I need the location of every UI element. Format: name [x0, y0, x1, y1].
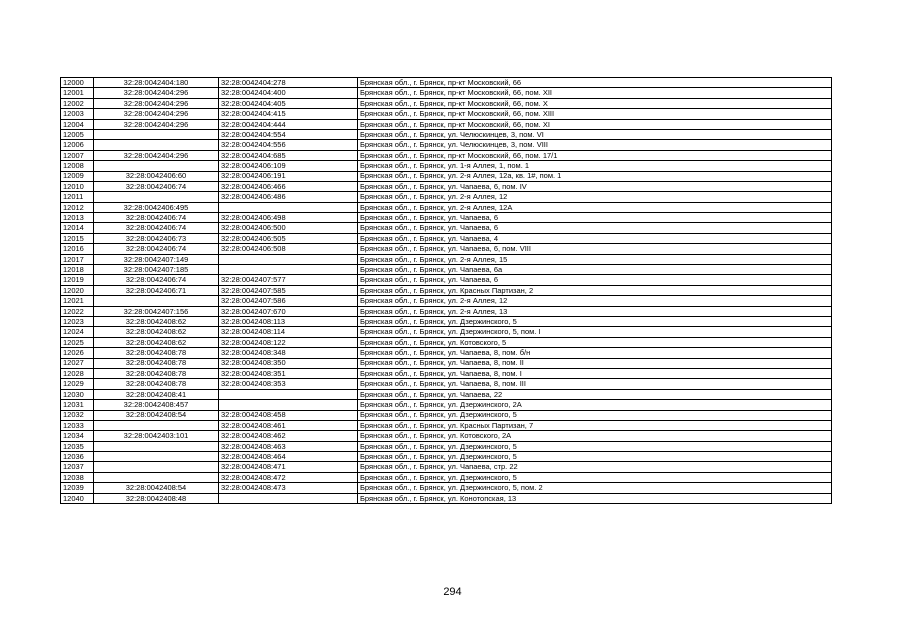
address-cell: Брянская обл., г. Брянск, ул. Чапаева, 6: [358, 223, 832, 233]
row-number-cell: 12021: [61, 296, 94, 306]
table-row: [61, 296, 832, 306]
cadastral-number-cell: 32:28:0042406:74: [94, 275, 219, 285]
row-number-cell: 12006: [61, 140, 94, 150]
address-cell: Брянская обл., г. Брянск, ул. Дзержинского, 5: [358, 441, 832, 451]
table-row: [61, 119, 832, 129]
object-cadastral-number-cell: 32:28:0042406:486: [219, 192, 358, 202]
table-row: [61, 441, 832, 451]
table-row: [61, 129, 832, 139]
cadastral-number-cell: [94, 472, 219, 482]
row-number-cell: 12035: [61, 441, 94, 451]
table-row: [61, 254, 832, 264]
address-cell: Брянская обл., г. Брянск, ул. 2-я Аллея, 12а, кв. 1#, пом. 1: [358, 171, 832, 181]
table-row: [61, 275, 832, 285]
cadastral-number-cell: 32:28:0042408:48: [94, 493, 219, 503]
cadastral-number-cell: 32:28:0042406:74: [94, 181, 219, 191]
row-number-cell: 12017: [61, 254, 94, 264]
row-number-cell: 12038: [61, 472, 94, 482]
cadastral-number-cell: [94, 296, 219, 306]
table-row: [61, 140, 832, 150]
object-cadastral-number-cell: [219, 400, 358, 410]
row-number-cell: 12004: [61, 119, 94, 129]
address-cell: Брянская обл., г. Брянск, ул. Челюскинцев, 3, пом. VI: [358, 129, 832, 139]
cadastral-number-cell: 32:28:0042408:78: [94, 348, 219, 358]
address-cell: Брянская обл., г. Брянск, ул. Чапаева, 22: [358, 389, 832, 399]
cadastral-number-cell: 32:28:0042408:78: [94, 379, 219, 389]
object-cadastral-number-cell: 32:28:0042408:463: [219, 441, 358, 451]
cadastral-number-cell: 32:28:0042406:495: [94, 202, 219, 212]
object-cadastral-number-cell: 32:28:0042408:461: [219, 420, 358, 430]
address-cell: Брянская обл., г. Брянск, ул. Котовского, 5: [358, 337, 832, 347]
object-cadastral-number-cell: [219, 254, 358, 264]
address-cell: Брянская обл., г. Брянск, пр-кт Московский, 66, пом. XI: [358, 119, 832, 129]
row-number-cell: 12034: [61, 431, 94, 441]
address-cell: Брянская обл., г. Брянск, ул. Дзержинского, 5: [358, 316, 832, 326]
row-number-cell: 12005: [61, 129, 94, 139]
table-row: [61, 161, 832, 171]
row-number-cell: 12032: [61, 410, 94, 420]
object-cadastral-number-cell: 32:28:0042408:113: [219, 316, 358, 326]
table-row: [61, 150, 832, 160]
address-cell: Брянская обл., г. Брянск, ул. Чапаева, 4: [358, 233, 832, 243]
object-cadastral-number-cell: 32:28:0042406:498: [219, 213, 358, 223]
object-cadastral-number-cell: 32:28:0042404:278: [219, 78, 358, 88]
address-cell: Брянская обл., г. Брянск, ул. Чапаева, 8, пом. III: [358, 379, 832, 389]
cadastral-number-cell: 32:28:0042408:78: [94, 368, 219, 378]
cadastral-number-cell: [94, 140, 219, 150]
cadastral-number-cell: 32:28:0042404:296: [94, 150, 219, 160]
cadastral-number-cell: 32:28:0042408:41: [94, 389, 219, 399]
address-cell: Брянская обл., г. Брянск, ул. Красных Партизан, 7: [358, 420, 832, 430]
table-row: [61, 431, 832, 441]
table-row: [61, 78, 832, 88]
cadastral-number-cell: [94, 192, 219, 202]
address-cell: Брянская обл., г. Брянск, пр-кт Московский, 66, пом. 17/1: [358, 150, 832, 160]
row-number-cell: 12000: [61, 78, 94, 88]
address-cell: Брянская обл., г. Брянск, ул. Чапаева, 6: [358, 275, 832, 285]
row-number-cell: 12007: [61, 150, 94, 160]
cadastral-number-cell: [94, 161, 219, 171]
object-cadastral-number-cell: 32:28:0042408:122: [219, 337, 358, 347]
cadastral-number-cell: [94, 462, 219, 472]
address-cell: Брянская обл., г. Брянск, ул. Чапаева, 6: [358, 213, 832, 223]
cadastral-number-cell: 32:28:0042407:149: [94, 254, 219, 264]
table-row: [61, 389, 832, 399]
address-cell: Брянская обл., г. Брянск, ул. 2-я Аллея, 15: [358, 254, 832, 264]
table-row: [61, 265, 832, 275]
object-cadastral-number-cell: [219, 389, 358, 399]
cadastral-number-cell: [94, 441, 219, 451]
row-number-cell: 12022: [61, 306, 94, 316]
table-row: [61, 452, 832, 462]
address-cell: Брянская обл., г. Брянск, ул. 1-я Аллея, 1, пом. 1: [358, 161, 832, 171]
address-cell: Брянская обл., г. Брянск, ул. Челюскинцев, 3, пом. VIII: [358, 140, 832, 150]
address-cell: Брянская обл., г. Брянск, ул. Дзержинского, 5, пом. I: [358, 327, 832, 337]
cadastral-number-cell: 32:28:0042408:457: [94, 400, 219, 410]
table-row: [61, 181, 832, 191]
object-cadastral-number-cell: 32:28:0042406:508: [219, 244, 358, 254]
row-number-cell: 12003: [61, 109, 94, 119]
object-cadastral-number-cell: 32:28:0042408:471: [219, 462, 358, 472]
row-number-cell: 12037: [61, 462, 94, 472]
cadastral-number-cell: 32:28:0042407:156: [94, 306, 219, 316]
registry-table: [60, 77, 832, 504]
table-row: [61, 483, 832, 493]
row-number-cell: 12015: [61, 233, 94, 243]
object-cadastral-number-cell: 32:28:0042406:466: [219, 181, 358, 191]
object-cadastral-number-cell: 32:28:0042408:462: [219, 431, 358, 441]
object-cadastral-number-cell: 32:28:0042404:405: [219, 98, 358, 108]
address-cell: Брянская обл., г. Брянск, ул. Красных Партизан, 2: [358, 285, 832, 295]
row-number-cell: 12030: [61, 389, 94, 399]
row-number-cell: 12029: [61, 379, 94, 389]
row-number-cell: 12001: [61, 88, 94, 98]
table-row: [61, 88, 832, 98]
row-number-cell: 12039: [61, 483, 94, 493]
cadastral-number-cell: 32:28:0042403:101: [94, 431, 219, 441]
table-row: [61, 316, 832, 326]
row-number-cell: 12020: [61, 285, 94, 295]
object-cadastral-number-cell: 32:28:0042406:191: [219, 171, 358, 181]
object-cadastral-number-cell: 32:28:0042404:400: [219, 88, 358, 98]
table-row: [61, 244, 832, 254]
cadastral-number-cell: 32:28:0042406:74: [94, 244, 219, 254]
address-cell: Брянская обл., г. Брянск, ул. 2-я Аллея, 12: [358, 192, 832, 202]
object-cadastral-number-cell: 32:28:0042406:500: [219, 223, 358, 233]
row-number-cell: 12011: [61, 192, 94, 202]
cadastral-number-cell: 32:28:0042404:296: [94, 98, 219, 108]
table-row: [61, 223, 832, 233]
table-row: [61, 420, 832, 430]
object-cadastral-number-cell: 32:28:0042408:114: [219, 327, 358, 337]
object-cadastral-number-cell: 32:28:0042407:586: [219, 296, 358, 306]
address-cell: Брянская обл., г. Брянск, ул. Чапаева, 8, пом. б/н: [358, 348, 832, 358]
row-number-cell: 12026: [61, 348, 94, 358]
cadastral-number-cell: 32:28:0042406:73: [94, 233, 219, 243]
row-number-cell: 12013: [61, 213, 94, 223]
address-cell: Брянская обл., г. Брянск, ул. Котовского, 2А: [358, 431, 832, 441]
page-number: 294: [443, 586, 462, 598]
row-number-cell: 12033: [61, 420, 94, 430]
address-cell: Брянская обл., г. Брянск, ул. Чапаева, 8, пом. II: [358, 358, 832, 368]
row-number-cell: 12040: [61, 493, 94, 503]
table-row: [61, 171, 832, 181]
cadastral-number-cell: 32:28:0042408:78: [94, 358, 219, 368]
cadastral-number-cell: 32:28:0042406:74: [94, 213, 219, 223]
address-cell: Брянская обл., г. Брянск, ул. 2-я Аллея, 12А: [358, 202, 832, 212]
object-cadastral-number-cell: 32:28:0042408:353: [219, 379, 358, 389]
object-cadastral-number-cell: 32:28:0042408:458: [219, 410, 358, 420]
object-cadastral-number-cell: 32:28:0042404:444: [219, 119, 358, 129]
row-number-cell: 12028: [61, 368, 94, 378]
cadastral-number-cell: 32:28:0042404:296: [94, 119, 219, 129]
table-row: [61, 379, 832, 389]
cadastral-number-cell: [94, 452, 219, 462]
row-number-cell: 12023: [61, 316, 94, 326]
object-cadastral-number-cell: 32:28:0042408:350: [219, 358, 358, 368]
object-cadastral-number-cell: 32:28:0042407:577: [219, 275, 358, 285]
object-cadastral-number-cell: 32:28:0042408:351: [219, 368, 358, 378]
address-cell: Брянская обл., г. Брянск, пр-кт Московский, 66, пом. XII: [358, 88, 832, 98]
table-row: [61, 472, 832, 482]
object-cadastral-number-cell: 32:28:0042404:554: [219, 129, 358, 139]
row-number-cell: 12002: [61, 98, 94, 108]
address-cell: Брянская обл., г. Брянск, пр-кт Московский, 66: [358, 78, 832, 88]
table-row: [61, 348, 832, 358]
cadastral-number-cell: 32:28:0042404:296: [94, 88, 219, 98]
table-row: [61, 285, 832, 295]
cadastral-number-cell: 32:28:0042408:62: [94, 327, 219, 337]
row-number-cell: 12031: [61, 400, 94, 410]
cadastral-number-cell: 32:28:0042408:54: [94, 410, 219, 420]
row-number-cell: 12016: [61, 244, 94, 254]
address-cell: Брянская обл., г. Брянск, ул. Чапаева, 6, пом. IV: [358, 181, 832, 191]
object-cadastral-number-cell: 32:28:0042404:685: [219, 150, 358, 160]
object-cadastral-number-cell: 32:28:0042407:585: [219, 285, 358, 295]
address-cell: Брянская обл., г. Брянск, ул. Дзержинского, 5: [358, 410, 832, 420]
object-cadastral-number-cell: 32:28:0042406:505: [219, 233, 358, 243]
object-cadastral-number-cell: 32:28:0042408:348: [219, 348, 358, 358]
cadastral-number-cell: 32:28:0042408:62: [94, 316, 219, 326]
row-number-cell: 12008: [61, 161, 94, 171]
table-row: [61, 400, 832, 410]
address-cell: Брянская обл., г. Брянск, ул. Чапаева, 6, пом. VIII: [358, 244, 832, 254]
table-row: [61, 109, 832, 119]
row-number-cell: 12009: [61, 171, 94, 181]
table-row: [61, 233, 832, 243]
table-row: [61, 337, 832, 347]
object-cadastral-number-cell: 32:28:0042406:109: [219, 161, 358, 171]
object-cadastral-number-cell: 32:28:0042408:472: [219, 472, 358, 482]
address-cell: Брянская обл., г. Брянск, ул. Дзержинского, 5: [358, 472, 832, 482]
cadastral-number-cell: 32:28:0042406:60: [94, 171, 219, 181]
row-number-cell: 12014: [61, 223, 94, 233]
table-row: [61, 202, 832, 212]
cadastral-number-cell: [94, 420, 219, 430]
object-cadastral-number-cell: [219, 202, 358, 212]
address-cell: Брянская обл., г. Брянск, ул. Дзержинского, 5, пом. 2: [358, 483, 832, 493]
row-number-cell: 12036: [61, 452, 94, 462]
cadastral-number-cell: 32:28:0042408:62: [94, 337, 219, 347]
row-number-cell: 12012: [61, 202, 94, 212]
address-cell: Брянская обл., г. Брянск, ул. Чапаева, 8, пом. I: [358, 368, 832, 378]
table-row: [61, 358, 832, 368]
address-cell: Брянская обл., г. Брянск, ул. Дзержинского, 5: [358, 452, 832, 462]
address-cell: Брянская обл., г. Брянск, ул. Чапаева, 6а: [358, 265, 832, 275]
address-cell: Брянская обл., г. Брянск, пр-кт Московский, 66, пом. X: [358, 98, 832, 108]
row-number-cell: 12019: [61, 275, 94, 285]
cadastral-number-cell: 32:28:0042406:71: [94, 285, 219, 295]
row-number-cell: 12027: [61, 358, 94, 368]
cadastral-number-cell: 32:28:0042407:185: [94, 265, 219, 275]
object-cadastral-number-cell: 32:28:0042408:464: [219, 452, 358, 462]
cadastral-number-cell: 32:28:0042406:74: [94, 223, 219, 233]
object-cadastral-number-cell: 32:28:0042404:556: [219, 140, 358, 150]
cadastral-number-cell: 32:28:0042404:296: [94, 109, 219, 119]
table-row: [61, 327, 832, 337]
cadastral-number-cell: [94, 129, 219, 139]
address-cell: Брянская обл., г. Брянск, ул. 2-я Аллея, 13: [358, 306, 832, 316]
object-cadastral-number-cell: [219, 265, 358, 275]
row-number-cell: 12024: [61, 327, 94, 337]
table-row: [61, 410, 832, 420]
cadastral-number-cell: 32:28:0042404:180: [94, 78, 219, 88]
table-row: [61, 98, 832, 108]
registry-table-body: [61, 78, 832, 504]
address-cell: Брянская обл., г. Брянск, ул. 2-я Аллея, 12: [358, 296, 832, 306]
table-row: [61, 462, 832, 472]
object-cadastral-number-cell: 32:28:0042407:670: [219, 306, 358, 316]
cadastral-number-cell: 32:28:0042408:54: [94, 483, 219, 493]
table-row: [61, 306, 832, 316]
object-cadastral-number-cell: 32:28:0042404:415: [219, 109, 358, 119]
address-cell: Брянская обл., г. Брянск, ул. Чапаева, стр. 22: [358, 462, 832, 472]
address-cell: Брянская обл., г. Брянск, пр-кт Московский, 66, пом. XIII: [358, 109, 832, 119]
object-cadastral-number-cell: [219, 493, 358, 503]
table-row: [61, 368, 832, 378]
row-number-cell: 12010: [61, 181, 94, 191]
table-row: [61, 213, 832, 223]
object-cadastral-number-cell: 32:28:0042408:473: [219, 483, 358, 493]
address-cell: Брянская обл., г. Брянск, ул. Конотопская, 13: [358, 493, 832, 503]
address-cell: Брянская обл., г. Брянск, ул. Дзержинского, 2А: [358, 400, 832, 410]
table-row: [61, 192, 832, 202]
row-number-cell: 12018: [61, 265, 94, 275]
table-row: [61, 493, 832, 503]
row-number-cell: 12025: [61, 337, 94, 347]
